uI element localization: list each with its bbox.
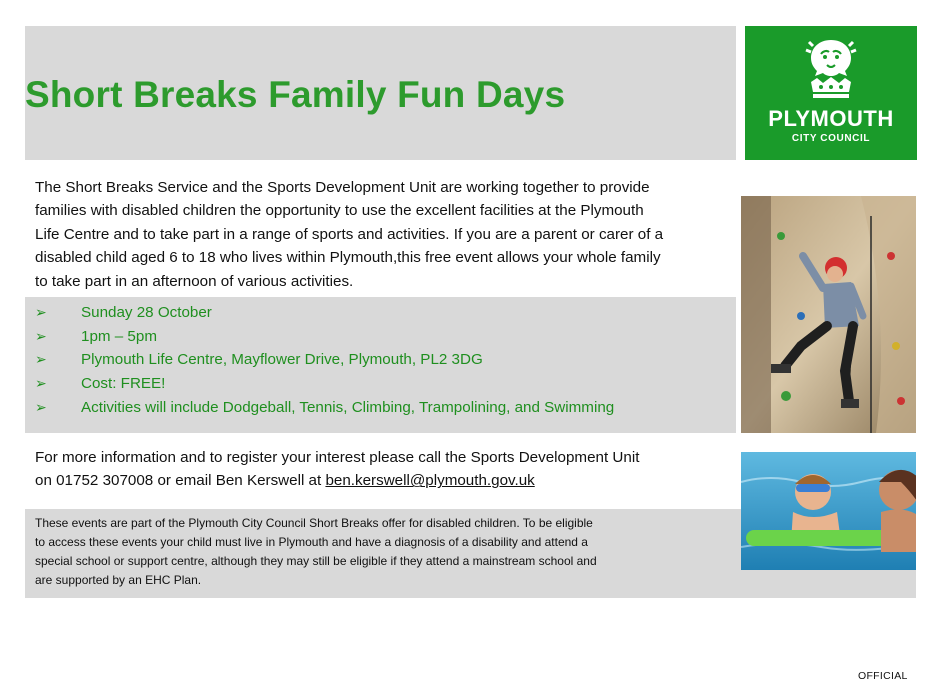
intro-line: disabled child aged 6 to 18 who lives within Plymouth,this free event allows your whole family xyxy=(35,249,661,267)
plymouth-city-council-logo xyxy=(745,26,917,160)
detail-text: Cost: FREE! xyxy=(81,375,166,393)
intro-line: to take part in an afternoon of various activities. xyxy=(35,272,354,290)
detail-text: Plymouth Life Centre, Mayflower Drive, Plymouth, PL2 3DG xyxy=(81,351,483,369)
lion-crest-icon xyxy=(801,36,861,102)
event-details-list xyxy=(35,301,735,419)
intro-paragraph xyxy=(35,176,735,293)
page-title: Short Breaks Family Fun Days xyxy=(25,74,566,115)
arrow-bullet-icon: ➢ xyxy=(35,304,47,320)
email-link[interactable]: ben.kerswell@plymouth.gov.uk xyxy=(325,472,535,490)
logo-subtitle: CITY COUNCIL xyxy=(791,133,871,144)
contact-phone-text: on 01752 307008 or email Ben Kerswell at xyxy=(35,472,326,490)
detail-text: 1pm – 5pm xyxy=(81,327,157,345)
notice-line: to access these events your child must live in Plymouth and have a diagnosis of a disability and attend a xyxy=(35,535,588,549)
notice-line: are supported by an EHC Plan. xyxy=(35,573,202,587)
arrow-bullet-icon: ➢ xyxy=(35,327,47,344)
arrow-bullet-icon: ➢ xyxy=(35,375,47,392)
eligibility-notice xyxy=(35,514,725,590)
detail-time xyxy=(35,325,735,349)
contact-info xyxy=(35,446,735,493)
logo-name: PLYMOUTH xyxy=(768,106,894,131)
classification-label: OFFICIAL xyxy=(858,670,908,682)
contact-line xyxy=(35,469,735,492)
swimming-pool-photo xyxy=(741,452,916,570)
detail-activities xyxy=(35,396,735,420)
contact-line: For more information and to register your interest please call the Sports Development Unit xyxy=(35,449,640,466)
climbing-wall-photo xyxy=(741,196,916,433)
intro-line: The Short Breaks Service and the Sports Development Unit are working together to provide xyxy=(35,179,650,196)
arrow-bullet-icon: ➢ xyxy=(35,398,47,415)
detail-cost xyxy=(35,372,735,396)
intro-line: Life Centre and to take part in a range of sports and activities. If you are a parent or carer of a xyxy=(35,225,664,243)
detail-text: Activities will include Dodgeball, Tennis, Climbing, Trampolining, and Swimming xyxy=(81,398,615,416)
detail-venue xyxy=(35,348,735,372)
notice-line: These events are part of the Plymouth City Council Short Breaks offer for disabled children. To be eligible xyxy=(35,516,593,530)
detail-text: Sunday 28 October xyxy=(81,304,212,321)
arrow-bullet-icon: ➢ xyxy=(35,351,47,368)
notice-line: special school or support centre, although they may still be eligible if they attend a mainstream school and xyxy=(35,554,597,568)
intro-line: families with disabled children the opportunity to use the excellent facilities at the Plymouth xyxy=(35,202,644,220)
detail-date xyxy=(35,301,735,325)
